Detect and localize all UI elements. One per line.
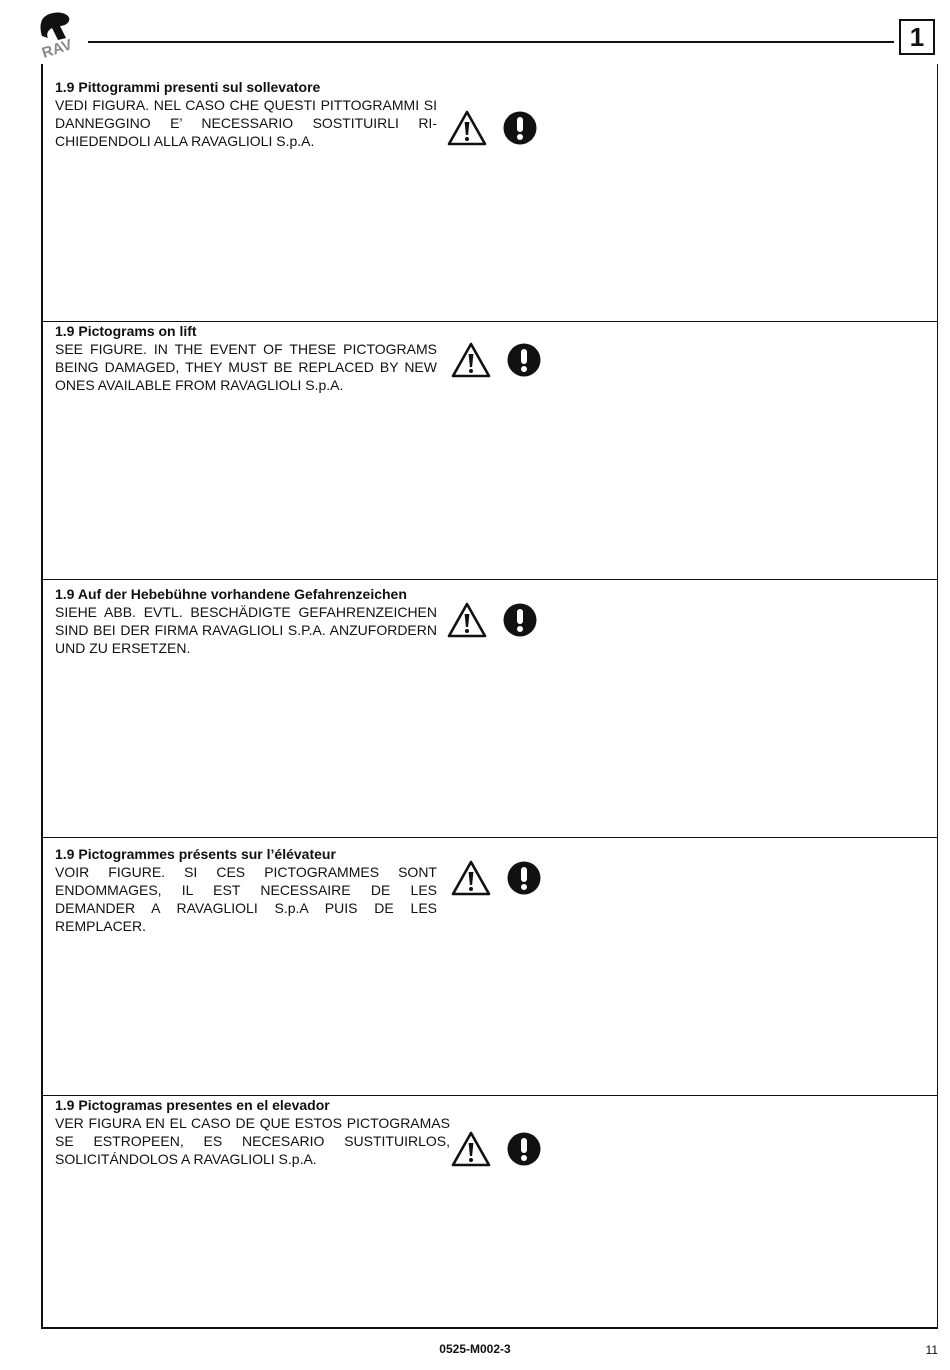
mandatory-exclamation-icon xyxy=(503,111,537,145)
pictogram-group xyxy=(447,602,547,642)
panel-body: VER FIGURA EN EL CASO DE QUE ESTOS PICTOGRAMAS SE ESTROPEEN, ES NECESARIO SUSTITUIRLOS, SOLICITÁNDOLOS A RAVAGLIOLI S.p.A. xyxy=(55,1115,450,1167)
panel-body: VOIR FIGURE. SI CES PICTOGRAMMES SONT ENDOMMAGES, IL EST NECESSAIRE DE LES DEMANDER A RAVAGLIOLI S.p.A PUIS DE LES REMPLACER. xyxy=(55,864,437,934)
panel-heading: 1.9 Pictogramas presentes en el elevador xyxy=(55,1097,330,1113)
mandatory-exclamation-icon xyxy=(503,603,537,637)
ravaglioli-logo xyxy=(36,10,80,58)
document-code: 0525-M002-3 xyxy=(439,1342,511,1356)
panel-heading: 1.9 Auf der Hebebühne vorhandene Gefahrenzeichen xyxy=(55,586,407,602)
warning-triangle-icon xyxy=(447,110,487,146)
panel-text xyxy=(55,78,437,150)
panel-german xyxy=(43,580,937,838)
warning-triangle-icon xyxy=(451,1131,491,1167)
pictogram-group xyxy=(451,342,551,382)
pictogram-group xyxy=(451,1131,551,1171)
panel-text xyxy=(55,1096,450,1168)
panel-text xyxy=(55,585,437,657)
panel-text xyxy=(55,845,437,935)
panel-spanish xyxy=(43,1096,937,1355)
panel-text xyxy=(55,322,437,394)
page-number: 11 xyxy=(925,1343,938,1357)
panel-heading: 1.9 Pittogrammi presenti sul sollevatore xyxy=(55,79,321,95)
warning-triangle-icon xyxy=(451,860,491,896)
logo-lettering: RAV xyxy=(39,36,75,58)
panel-heading: 1.9 Pictograms on lift xyxy=(55,323,197,339)
panel-body: SIEHE ABB. EVTL. BESCHÄDIGTE GEFAHRENZEICHEN SIND BEI DER FIRMA RAVAGLIOLI S.P.A. ANZUFORDERN UND ZU ERSETZEN. xyxy=(55,604,437,656)
warning-triangle-icon xyxy=(447,602,487,638)
panel-english xyxy=(43,322,937,580)
header-rule xyxy=(88,41,894,43)
mandatory-exclamation-icon xyxy=(507,861,541,895)
warning-triangle-icon xyxy=(451,342,491,378)
mandatory-exclamation-icon xyxy=(507,343,541,377)
section-number: 1 xyxy=(899,19,935,55)
content-frame xyxy=(41,64,938,1329)
panel-body: SEE FIGURE. IN THE EVENT OF THESE PICTOGRAMS BEING DAMAGED, THEY MUST BE REPLACED BY NEW ONES AVAILABLE FROM RAVAGLIOLI S.p.A. xyxy=(55,341,437,393)
pictogram-group xyxy=(451,860,551,900)
mandatory-exclamation-icon xyxy=(507,1132,541,1166)
panel-heading: 1.9 Pictogrammes présents sur l’élévateur xyxy=(55,846,336,862)
panel-italian xyxy=(43,64,937,322)
pictogram-group xyxy=(447,110,547,150)
panel-body: VEDI FIGURA. NEL CASO CHE QUESTI PITTOGRAMMI SI DANNEGGINO E’ NECESSARIO SOSTITUIRLI RI-CHIEDENDOLI ALLA RAVAGLIOLI S.p.A. xyxy=(55,97,437,149)
panel-french xyxy=(43,838,937,1096)
